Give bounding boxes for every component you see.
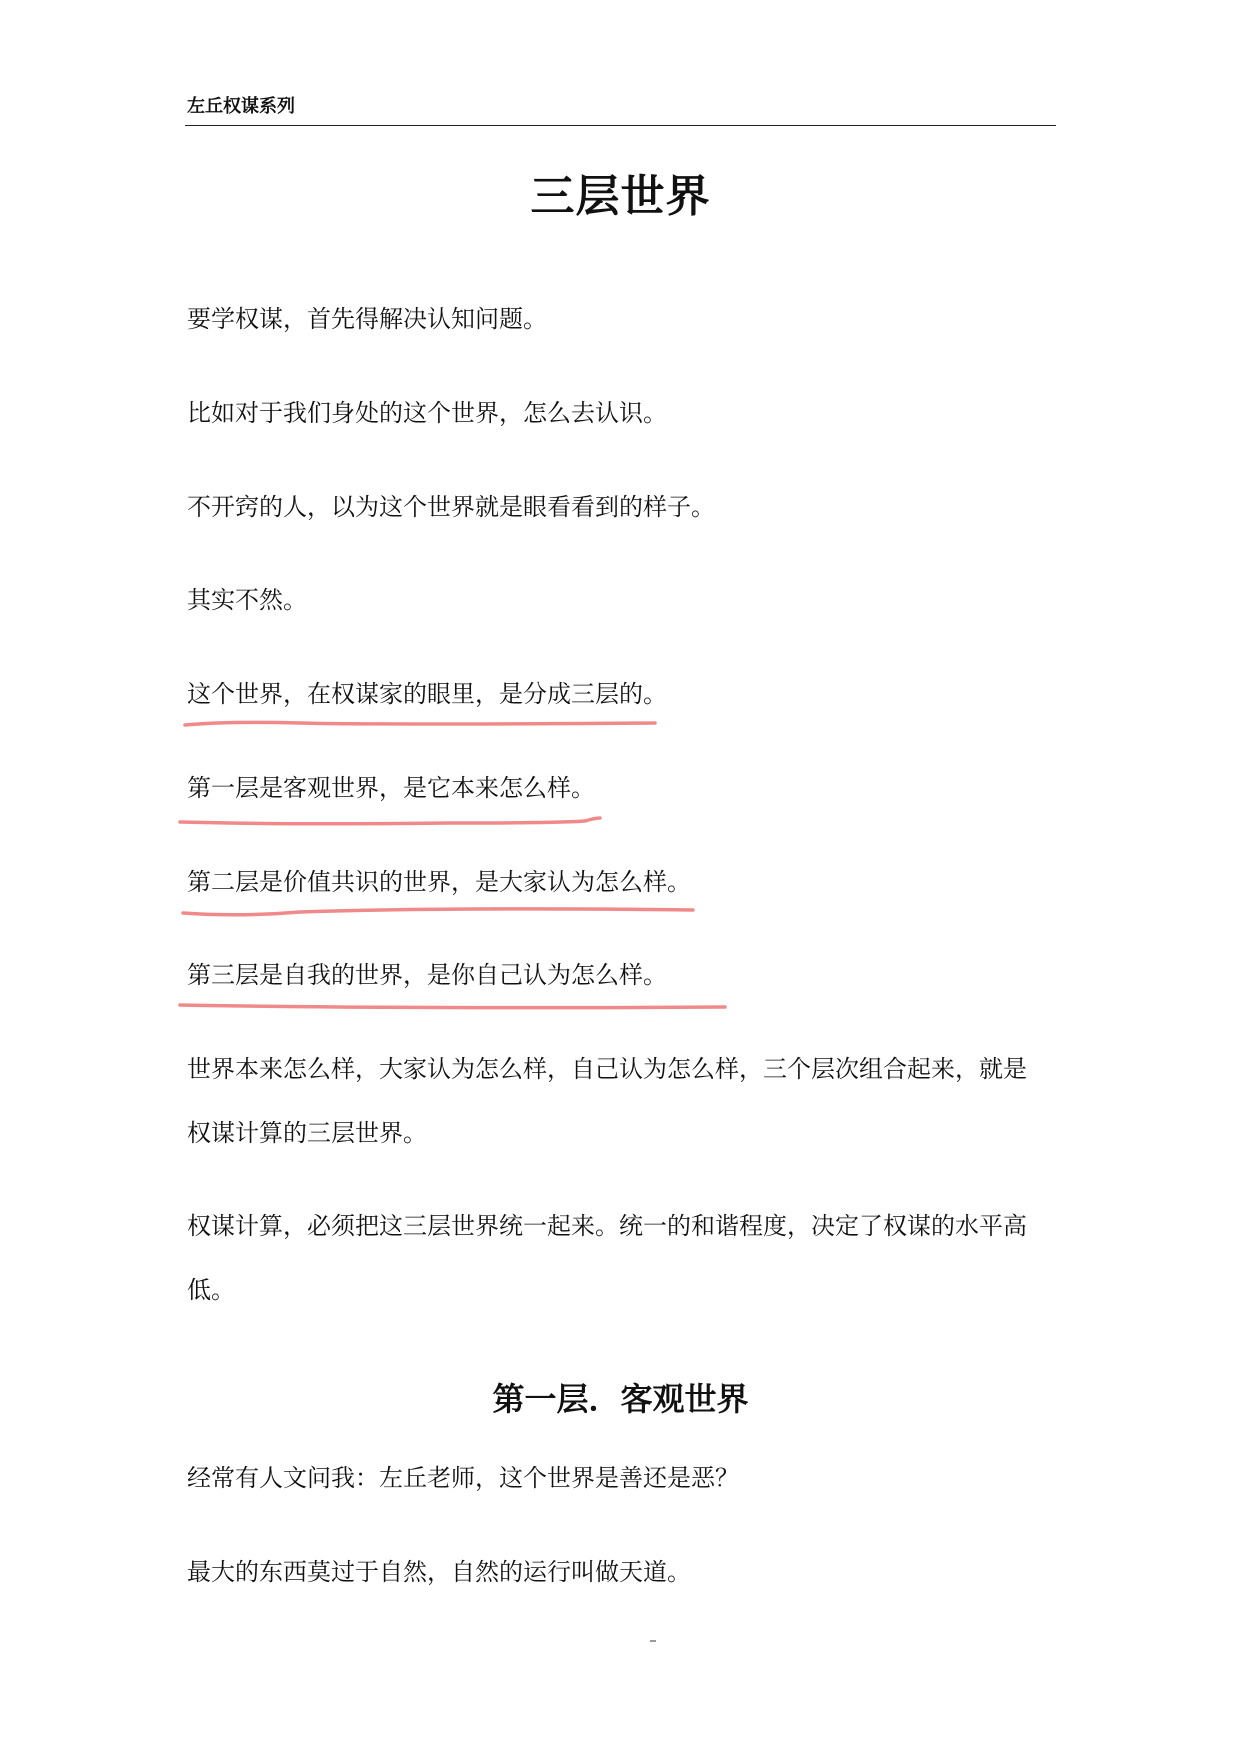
paragraph: 其实不然。 <box>187 586 307 614</box>
section-heading: 第一层．客观世界 <box>492 1380 749 1418</box>
paragraph: 权谋计算，必须把这三层世界统一起来。统一的和谐程度，决定了权谋的水平高低。 <box>187 1212 1027 1304</box>
paragraph: 要学权谋，首先得解决认知问题。 <box>187 305 547 333</box>
document-title: 三层世界 <box>530 171 711 222</box>
paragraph-highlighted: 这个世界，在权谋家的眼里，是分成三层的。 <box>187 680 667 708</box>
scan-artifact <box>650 1640 656 1642</box>
paragraph-highlighted: 第二层是价值共识的世界，是大家认为怎么样。 <box>187 868 691 896</box>
paragraph: 经常有人文问我：左丘老师，这个世界是善还是恶？ <box>187 1464 739 1492</box>
header-rule <box>185 125 1056 126</box>
paragraph: 最大的东西莫过于自然，自然的运行叫做天道。 <box>187 1558 691 1586</box>
paragraph: 比如对于我们身处的这个世界，怎么去认识。 <box>187 399 667 427</box>
running-header: 左丘权谋系列 <box>187 96 295 117</box>
paragraph: 不开窍的人，以为这个世界就是眼看看到的样子。 <box>187 493 715 521</box>
paragraph-highlighted: 第一层是客观世界，是它本来怎么样。 <box>187 774 595 802</box>
paragraph: 世界本来怎么样，大家认为怎么样，自己认为怎么样，三个层次组合起来，就是权谋计算的三层世界。 <box>187 1055 1027 1147</box>
paragraph-highlighted: 第三层是自我的世界，是你自己认为怎么样。 <box>187 961 667 989</box>
